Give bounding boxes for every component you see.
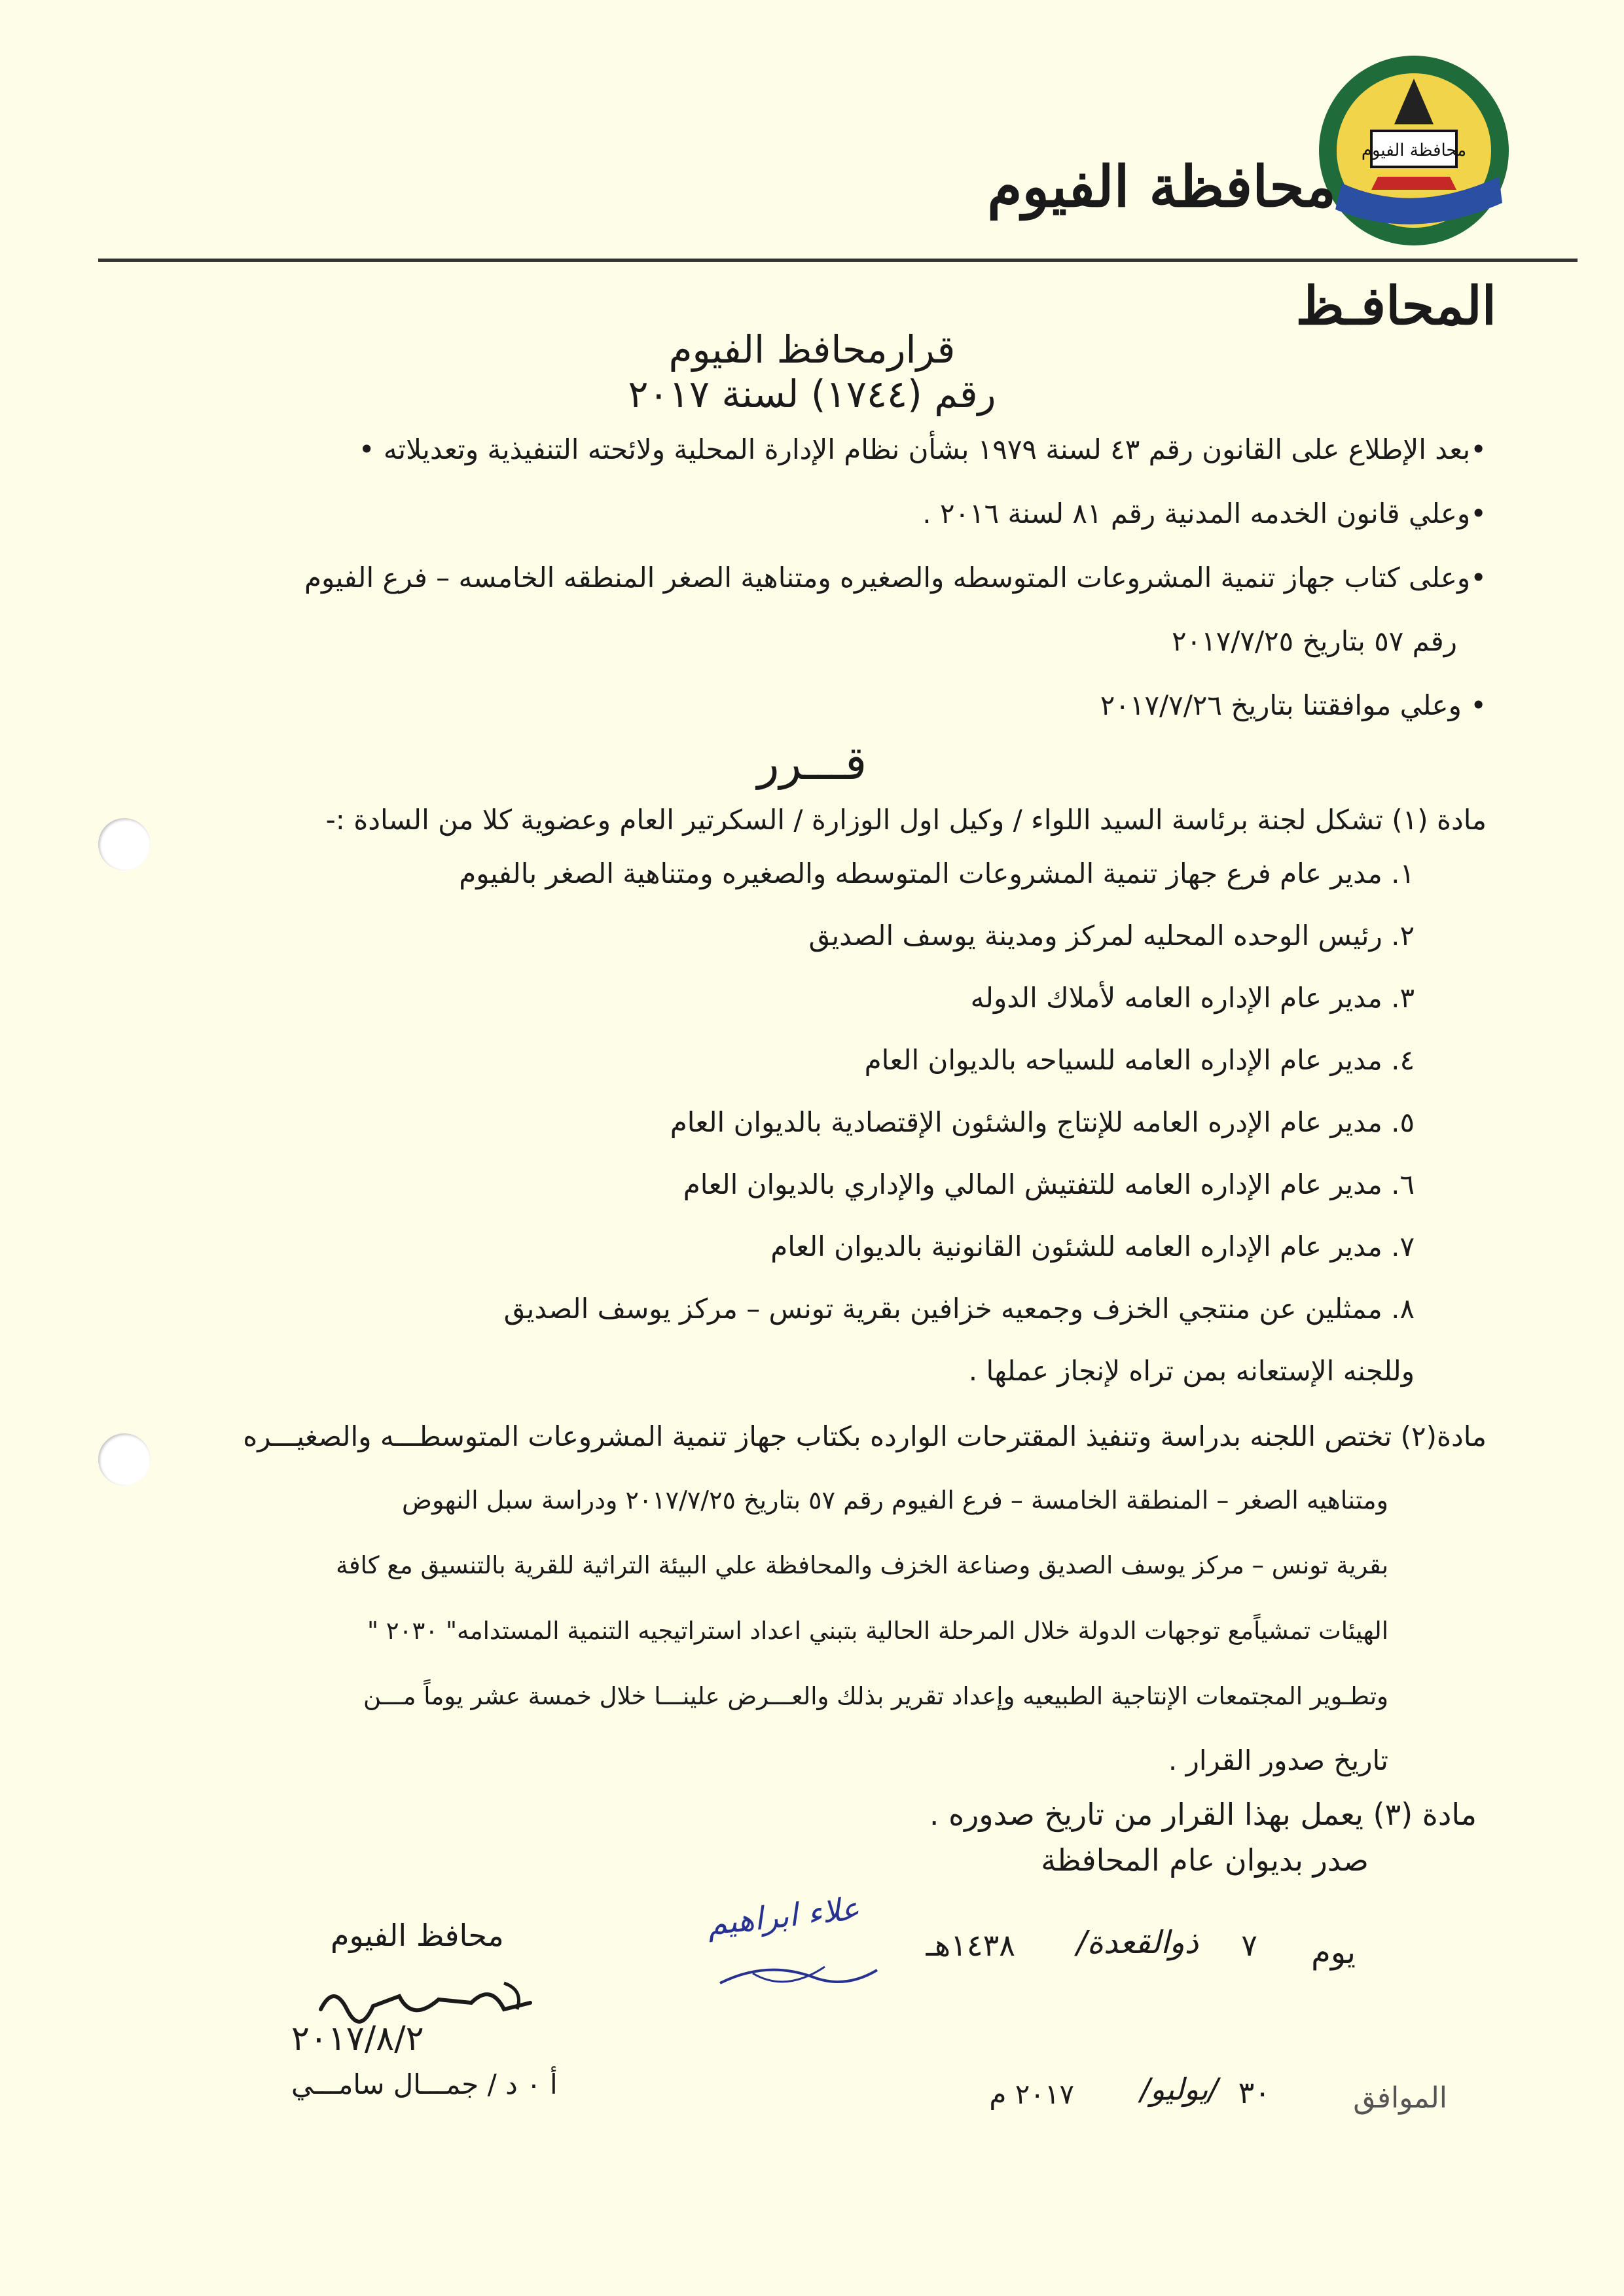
article-2-line-4: الهيئات تمشياًمع توجهات الدولة خلال المرحلة الحالية بتبني اعداد استراتيجيه التنمية المستدامه" ٢٠٣٠ " xyxy=(367,1617,1388,1645)
preamble-line-4: رقم ٥٧ بتاريخ ٢٠١٧/٧/٢٥ xyxy=(1172,625,1457,657)
decision-title: قرارمحافظ الفيوم xyxy=(668,327,956,372)
article-1-closing: وللجنه الإستعانه بمن تراه لإنجاز عملها . xyxy=(968,1355,1415,1387)
gregorian-label: الموافق xyxy=(1353,2081,1447,2115)
preamble-line-3: •وعلى كتاب جهاز تنمية المشروعات المتوسطه والصغيره ومتناهية الصغر المنطقه الخامسه – فرع الفيوم xyxy=(304,562,1487,594)
punch-hole-top xyxy=(98,818,151,870)
member-2: ٢. رئيس الوحده المحليه لمركز ومدينة يوسف الصديق xyxy=(808,920,1415,952)
article-2-line-6: تاريخ صدور القرار . xyxy=(1168,1744,1388,1776)
preamble-line-2: •وعلي قانون الخدمه المدنية رقم ٨١ لسنة ٢٠١٦ . xyxy=(922,497,1487,529)
article-1-intro: مادة (١) تشكل لجنة برئاسة السيد اللواء / وكيل اول الوزارة / السكرتير العام وعضوية كلا من السادة :- xyxy=(325,804,1487,836)
gregorian-day: ٣٠ xyxy=(1238,2075,1271,2110)
punch-hole-bottom xyxy=(98,1433,151,1486)
hijri-month: ذوالقعدة/ xyxy=(1076,1924,1199,1961)
handwritten-initials: علاء ابراهيم xyxy=(705,1890,861,1943)
preamble-line-5: • وعلي موافقتنا بتاريخ ٢٠١٧/٧/٢٦ xyxy=(1100,689,1487,721)
member-3: ٣. مدير عام الإداره العامه لأملاك الدوله xyxy=(970,982,1415,1014)
blue-signature-flourish xyxy=(713,1947,884,2000)
preamble-line-1: •بعد الإطلاع على القانون رقم ٤٣ لسنة ١٩٧٩ بشأن نظام الإدارة المحلية ولائحته التنفيذية وتعديلاته • xyxy=(358,433,1487,465)
issued-at: صدر بديوان عام المحافظة xyxy=(1041,1842,1369,1878)
article-2-line-3: بقرية تونس – مركز يوسف الصديق وصناعة الخزف والمحافظة علي البيئة التراثية للقرية بالتنسيق مع كافة xyxy=(336,1551,1388,1579)
article-2-line-5: وتطـوير المجتمعات الإنتاجية الطبيعيه وإعداد تقرير بذلك والعـــرض علينـــا خلال خمسة عشر يوماً مـــن xyxy=(363,1682,1388,1710)
article-3: مادة (٣) يعمل بهذا القرار من تاريخ صدوره . xyxy=(929,1797,1477,1832)
gregorian-year: ٢٠١٧ م xyxy=(989,2078,1074,2110)
hijri-year: ١٤٣٨هـ xyxy=(926,1928,1015,1963)
hijri-day: ٧ xyxy=(1241,1928,1257,1963)
article-2-line-1: مادة(٢) تختص اللجنه بدراسة وتنفيذ المقترحات الوارده بكتاب جهاز تنمية المشروعات المتوسطـــه والصغيـــره xyxy=(243,1420,1487,1452)
governorate-name: محافظة الفيوم xyxy=(987,154,1336,220)
signatory-title: محافظ الفيوم xyxy=(331,1918,504,1953)
signatory-name: أ ٠ د / جمـــال سامـــي xyxy=(291,2068,558,2100)
governorate-logo xyxy=(1316,52,1512,249)
member-4: ٤. مدير عام الإداره العامه للسياحه بالديوان العام xyxy=(864,1044,1415,1076)
header-divider xyxy=(98,259,1578,262)
decision-number: رقم (١٧٤٤) لسنة ٢٠١٧ xyxy=(628,372,996,416)
member-6: ٦. مدير عام الإداره العامه للتفتيش المالي والإداري بالديوان العام xyxy=(683,1168,1415,1200)
member-7: ٧. مدير عام الإداره العامه للشئون القانونية بالديوان العام xyxy=(770,1230,1415,1263)
article-2-line-2: ومتناهيه الصغر – المنطقة الخامسة – فرع الفيوم رقم ٥٧ بتاريخ ٢٠١٧/٧/٢٥ ودراسة سبل النهوض xyxy=(402,1486,1388,1515)
signature-date: ٢٠١٧/٨/٢ xyxy=(291,2019,424,2058)
office-title: المحافـظ xyxy=(1295,275,1496,336)
decides-heading: قـــرر xyxy=(757,736,867,790)
svg-text:محافظة الفيوم: محافظة الفيوم xyxy=(1361,141,1467,160)
hijri-label: يوم xyxy=(1311,1934,1356,1971)
member-5: ٥. مدير عام الإدره العامه للإنتاج والشئون الإقتصادية بالديوان العام xyxy=(670,1106,1415,1138)
member-8: ٨. ممثلين عن منتجي الخزف وجمعيه خزافين بقرية تونس – مركز يوسف الصديق xyxy=(503,1293,1415,1325)
member-1: ١. مدير عام فرع جهاز تنمية المشروعات المتوسطه والصغيره ومتناهية الصغر بالفيوم xyxy=(459,857,1415,889)
gregorian-month: /يوليو/ xyxy=(1140,2072,1218,2107)
